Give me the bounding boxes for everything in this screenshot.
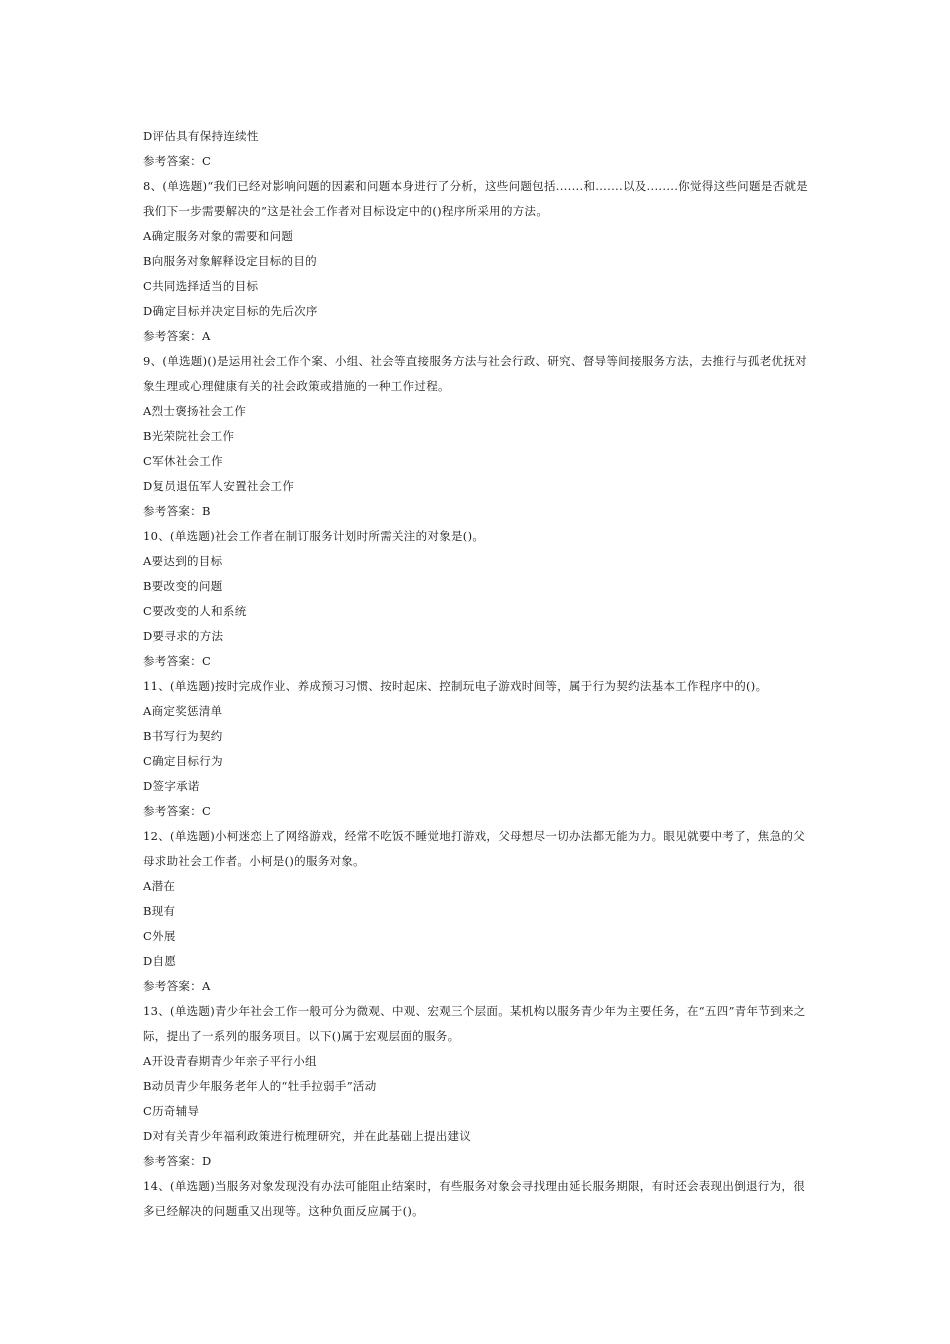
- question-option: A烈士褒扬社会工作: [143, 404, 247, 418]
- question-option: C确定目标行为: [143, 754, 223, 768]
- question-option: B向服务对象解释设定目标的目的: [143, 254, 317, 268]
- question-block: [143, 1174, 813, 1224]
- question-option: C历奇辅导: [143, 1104, 200, 1118]
- answer-key: 参考答案：A: [143, 979, 211, 993]
- question-text: 9、(单选题)()是运用社会工作个案、小组、社会等直接服务方法与社会行政、研究、督导等间接服务方法，去推行与孤老优抚对象生理或心理健康有关的社会政策或措施的一种工作过程。: [143, 354, 807, 393]
- question-option: A要达到的目标: [143, 554, 223, 568]
- question-option: D要寻求的方法: [143, 629, 224, 643]
- answer-key: 参考答案：C: [143, 154, 212, 168]
- question-option: A潜在: [143, 879, 176, 893]
- question-option: C外展: [143, 929, 176, 943]
- question-block: [143, 174, 813, 349]
- question-option: A开设青春期青少年亲子平行小组: [143, 1054, 317, 1068]
- question-text: 10、(单选题)社会工作者在制订服务计划时所需关注的对象是()。: [143, 529, 485, 543]
- question-option: B现有: [143, 904, 176, 918]
- question-text: 13、(单选题)青少年社会工作一般可分为微观、中观、宏观三个层面。某机构以服务青少年为主要任务，在“五四”青年节到来之际，提出了一系列的服务项目。以下()属于宏观层面的服务。: [143, 1004, 806, 1043]
- question-option: C军休社会工作: [143, 454, 223, 468]
- question-option: A确定服务对象的需要和问题: [143, 229, 294, 243]
- answer-key: 参考答案：C: [143, 654, 212, 668]
- question-block: [143, 999, 813, 1174]
- answer-key: 参考答案：B: [143, 504, 211, 518]
- question-option: B光荣院社会工作: [143, 429, 235, 443]
- question-option: D对有关青少年福利政策进行梳理研究，并在此基础上提出建议: [143, 1129, 472, 1143]
- answer-key: 参考答案：D: [143, 1154, 212, 1168]
- question-list: [143, 174, 813, 1224]
- question-option: C共同选择适当的目标: [143, 279, 259, 293]
- question-option: D自愿: [143, 954, 177, 968]
- question-option: D确定目标并决定目标的先后次序: [143, 304, 318, 318]
- question-block: [143, 674, 813, 824]
- question-option: B要改变的问题: [143, 579, 223, 593]
- question-option: B书写行为契约: [143, 729, 223, 743]
- question-text: 12、(单选题)小柯迷恋上了网络游戏，经常不吃饭不睡觉地打游戏，父母想尽一切办法都无能为力。眼见就要中考了，焦急的父母求助社会工作者。小柯是()的服务对象。: [143, 829, 805, 868]
- question-option: C要改变的人和系统: [143, 604, 247, 618]
- question-block: [143, 524, 813, 674]
- question-block: [143, 349, 813, 524]
- option-d: D评估具有保持连续性: [143, 129, 259, 143]
- document-page: [143, 124, 813, 1224]
- answer-key: 参考答案：C: [143, 804, 212, 818]
- question-option: D复员退伍军人安置社会工作: [143, 479, 295, 493]
- question-text: 8、(单选题)“我们已经对影响问题的因素和问题本身进行了分析，这些问题包括.......和.......以及........你觉得这些问题是否就是我们下一步需要解决的”这是社会工作者对目标设定中的()程序所采用的方法。: [143, 179, 808, 218]
- answer-key: 参考答案：A: [143, 329, 211, 343]
- question-text: 11、(单选题)按时完成作业、养成预习习惯、按时起床、控制玩电子游戏时间等，属于行为契约法基本工作程序中的()。: [143, 679, 768, 693]
- question-block: [143, 824, 813, 999]
- question-option: D签字承诺: [143, 779, 200, 793]
- question-option: A商定奖惩清单: [143, 704, 223, 718]
- question-option: B动员青少年服务老年人的“牡手拉弱手”活动: [143, 1079, 377, 1093]
- question-text: 14、(单选题)当服务对象发现没有办法可能阻止结案时，有些服务对象会寻找理由延长服务期限，有时还会表现出倒退行为，很多已经解决的问题重又出现等。这种负面反应属于()。: [143, 1179, 805, 1218]
